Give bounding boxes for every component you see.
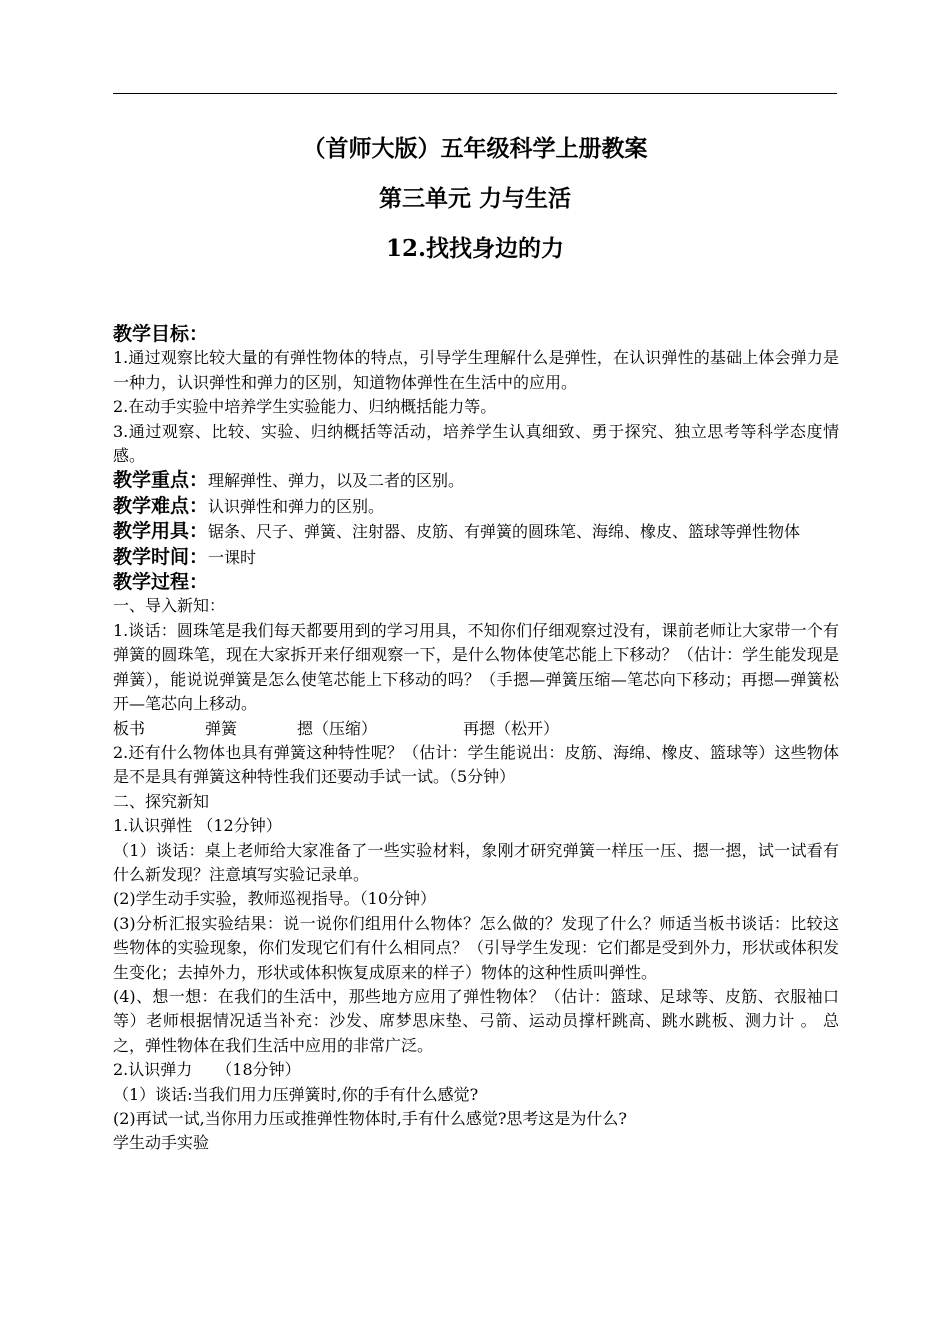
objective-item: 3.通过观察、比较、实验、归纳概括等活动，培养学生认真细致、勇于探究、独立思考等科学态度情感。	[113, 421, 839, 466]
lesson-content	[113, 322, 839, 1156]
paragraph: 学生动手实验	[113, 1133, 210, 1153]
paragraph: （1）谈话：桌上老师给大家准备了一些实验材料，象刚才研究弹簧一样压一压、摁一摁，试一试看有什么新发现？注意填写实验记录单。	[113, 840, 839, 884]
key-points-text: 理解弹性、弹力，以及二者的区别。	[208, 471, 465, 491]
board-label: 板书	[113, 718, 146, 738]
key-points-label: 教学重点：	[113, 469, 209, 492]
part1-title: 一、导入新知：	[113, 596, 226, 616]
difficulty	[113, 494, 839, 519]
tools-label: 教学用具：	[113, 520, 209, 543]
time-text: 一课时	[208, 547, 257, 567]
difficulty-label: 教学难点：	[113, 494, 209, 517]
paragraph: (4)、想一想：在我们的生活中，那些地方应用了弹性物体？（估计：篮球、足球等、皮筋、衣服袖口等）老师根据情况适当补充：沙发、席梦思床垫、弓箭、运动员撑杆跳高、跳水跳板、测力计 。 总之，弹性物体在我们生活中应用的非常广泛。	[113, 986, 839, 1055]
unit-title: 第三单元 力与生活	[378, 185, 571, 212]
objectives-heading: 教学目标：	[113, 323, 209, 345]
time	[113, 545, 839, 570]
board-item: 弹簧	[205, 718, 238, 738]
paragraph: (2)再试一试,当你用力压或推弹性物体时,手有什么感觉?思考这是为什么?	[113, 1109, 627, 1128]
part2-title: 二、探究新知	[113, 791, 210, 811]
paragraph: 2.还有什么物体也具有弹簧这种特性呢？（估计：学生能说出：皮筋、海绵、橡皮、篮球等）这些物体是不是具有弹簧这种特性我们还要动手试一试。（5分钟）	[113, 742, 839, 787]
tools-text: 锯条、尺子、弹簧、注射器、皮筋、有弹簧的圆珠笔、海绵、橡皮、篮球等弹性物体	[208, 522, 801, 542]
board-notes	[113, 717, 839, 741]
paragraph: （1）谈话:当我们用力压弹簧时,你的手有什么感觉?	[113, 1084, 479, 1104]
objective-item: 1.通过观察比较大量的有弹性物体的特点，引导学生理解什么是弹性，在认识弹性的基础上体会弹力是一种力，认识弹性和弹力的区别，知道物体弹性在生活中的应用。	[113, 348, 839, 392]
paragraph: (3)分析汇报实验结果：说一说你们组用什么物体？怎么做的？发现了什么？师适当板书谈话：比较这些物体的实验现象，你们发现它们有什么相同点？（引导学生发现：它们都是受到外力，形状或体积发生变化；去掉外力，形状或体积恢复成原来的样子）物体的这种性质叫弹性。	[113, 913, 839, 982]
lesson-title: 12.找找身边的力	[385, 235, 564, 262]
process-heading: 教学过程：	[113, 571, 209, 594]
document-title: （首师大版）五年级科学上册教案	[302, 135, 648, 162]
board-item: 摁（压缩）	[297, 718, 378, 738]
section-title: 1.认识弹性 （12分钟）	[113, 816, 282, 836]
difficulty-text: 认识弹性和弹力的区别。	[208, 496, 385, 516]
section-title: 2.认识弹力 （18分钟）	[113, 1060, 301, 1080]
paragraph: (2)学生动手实验，教师巡视指导。（10分钟）	[113, 889, 437, 909]
tools	[113, 519, 839, 544]
objective-item: 2.在动手实验中培养学生实验能力、归纳概括能力等。	[113, 397, 497, 417]
key-points	[113, 468, 839, 493]
time-label: 教学时间：	[113, 545, 209, 568]
board-item: 再摁（松开）	[463, 718, 560, 738]
header-rule	[113, 93, 837, 94]
paragraph: 1.谈话：圆珠笔是我们每天都要用到的学习用具，不知你们仔细观察过没有，课前老师让大家带一个有弹簧的圆珠笔，现在大家拆开来仔细观察一下，是什么物体使笔芯能上下移动？（估计：学生能发现是弹簧），能说说弹簧是怎么使笔芯能上下移动的吗？（手摁—弹簧压缩—笔芯向下移动；再摁—弹簧松开—笔芯向上移动。	[113, 620, 839, 714]
